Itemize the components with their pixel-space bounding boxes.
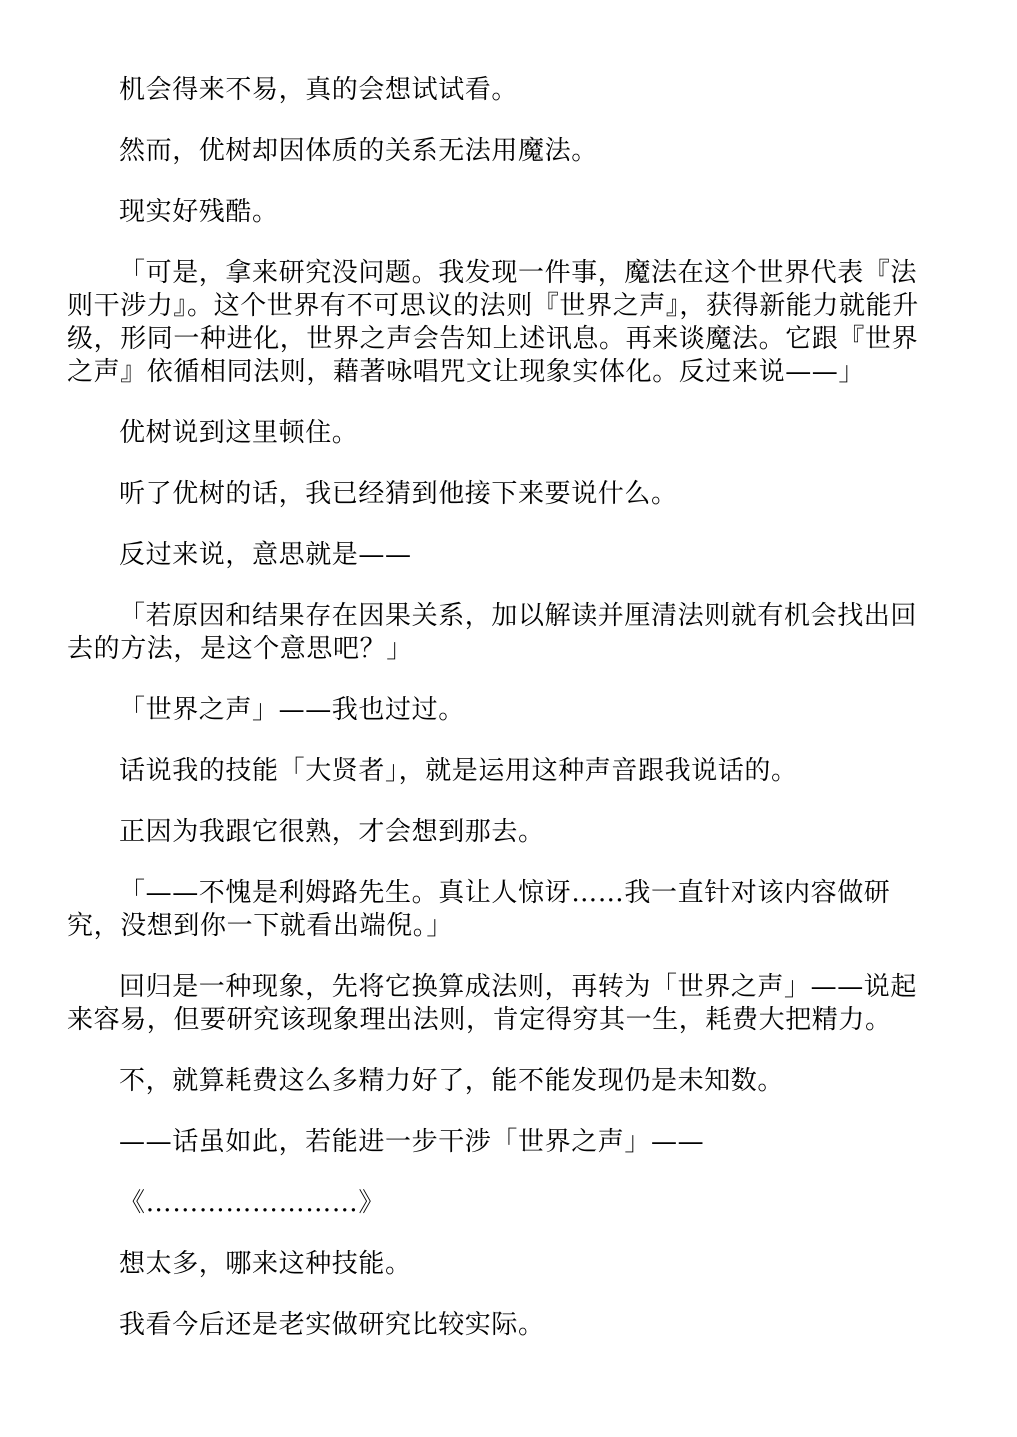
paragraph: 《……………………》 [119, 1188, 385, 1218]
paragraph: 正因为我跟它很熟，才会想到那去。 [119, 817, 545, 847]
paragraph: 听了优树的话，我已经猜到他接下来要说什么。 [119, 479, 678, 509]
paragraph: 话说我的技能「大贤者」，就是运用这种声音跟我说话的。 [119, 756, 798, 786]
paragraph: 想太多，哪来这种技能。 [119, 1249, 412, 1279]
text-body [67, 74, 943, 1370]
paragraph: 「可是，拿来研究没问题。我发现一件事，魔法在这个世界代表『法则干涉力』。这个世界有不可思议的法则『世界之声』，获得新能力就能升级，形同一种进化，世界之声会告知上述讯息。再来谈魔法。它跟『世界之声』依循相同法则，藉著咏唱咒文让现象实体化。反过来说——」 [67, 258, 919, 387]
paragraph: 「若原因和结果存在因果关系，加以解读并厘清法则就有机会找出回去的方法，是这个意思吧？」 [67, 601, 918, 664]
paragraph: 「——不愧是利姆路先生。真让人惊讶……我一直针对该内容做研究，没想到你一下就看出端倪。」 [67, 878, 891, 941]
paragraph: 回归是一种现象，先将它换算成法则，再转为「世界之声」——说起来容易，但要研究该现象理出法则，肯定得穷其一生，耗费大把精力。 [67, 972, 918, 1035]
paragraph: 我看今后还是老实做研究比较实际。 [119, 1310, 545, 1340]
paragraph: 「世界之声」——我也过过。 [119, 695, 465, 725]
paragraph: 现实好残酷。 [119, 197, 279, 227]
paragraph: 机会得来不易，真的会想试试看。 [119, 75, 519, 105]
paragraph: ——话虽如此，若能进一步干涉「世界之声」—— [119, 1127, 705, 1157]
paragraph: 然而，优树却因体质的关系无法用魔法。 [119, 136, 598, 166]
paragraph: 优树说到这里顿住。 [119, 418, 359, 448]
paragraph: 反过来说，意思就是—— [119, 540, 412, 570]
paragraph: 不，就算耗费这么多精力好了，能不能发现仍是未知数。 [119, 1066, 785, 1096]
